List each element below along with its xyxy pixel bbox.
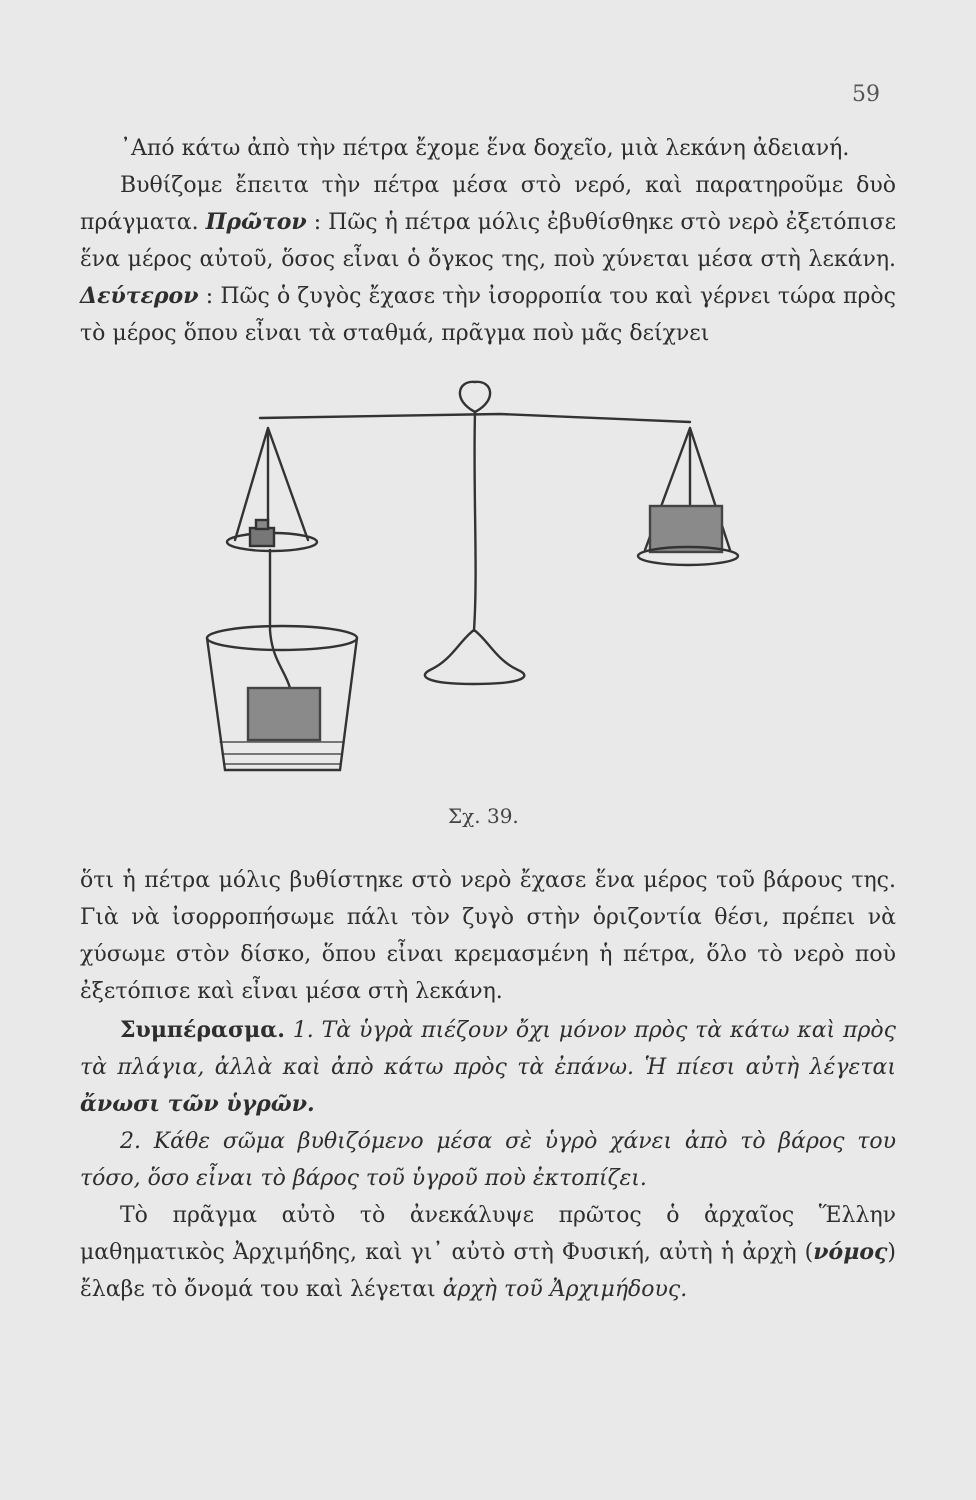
conclusion-point2: 2. Κάθε σῶμα βυθιζόμενο μέσα σὲ ὑγρὸ χάνει ἀπὸ τὸ βάρος του τόσο, ὅσο εἶναι τὸ βάρος τοῦ ὑγροῦ ποὺ ἐκτοπίζει.: [80, 1129, 896, 1191]
page-number: 59: [852, 82, 880, 107]
final-text-end: ) ἔλαβε τὸ ὄνομά του καὶ λέγεται: [80, 1240, 896, 1302]
term-principle: ἀρχὴ τοῦ Ἀρχιμήδους.: [442, 1277, 688, 1302]
second-text: : Πῶς ὁ ζυγὸς ἔχασε τὴν ἰσορροπία του καὶ γέρνει τώρα πρὸς τὸ μέρος ὅπου εἶναι τὰ σταθμά, πρᾶγμα ποὺ μᾶς δείχνει: [80, 284, 896, 346]
final-text-start: Τὸ πρᾶγμα αὐτὸ τὸ ἀνεκάλυψε πρῶτος ὁ ἀρχαῖος Ἕλλην μαθηματικὸς Ἀρχιμήδης, καὶ γι᾿ αὐτὸ στὴ Φυσική, αὐτὴ ἡ ἀρχὴ (: [80, 1203, 896, 1265]
conclusion-heading: Συμπέρασμα.: [120, 1017, 285, 1043]
weight-top: [256, 520, 268, 529]
first-label: Πρῶτον: [205, 209, 307, 235]
weight: [250, 528, 274, 546]
term-anosi: ἄνωσι τῶν ὑγρῶν.: [80, 1091, 315, 1117]
point1-text: 1. Τὰ ὑγρὰ πιέζουν ὄχι μόνον πρὸς τὰ κάτω καὶ πρὸς τὰ πλάγια, ἀλλὰ καὶ ἀπὸ κάτω πρὸς τὰ ἐπάνω. Ἡ πίεσι αὐτὴ λέγεται: [80, 1018, 897, 1080]
paragraph-mid-text: ὅτι ἡ πέτρα μόλις βυθίστηκε στὸ νερὸ ἔχασε ἕνα μέρος τοῦ βάρους της. Γιὰ νὰ ἰσορροπήσωμε πάλι τὸν ζυγὸ στὴν ὁριζοντία θέσι, πρέπει νὰ χύσωμε στὸν δίσκο, ὅπου εἶναι κρεμασμένη ἡ πέτρα, ὅλο τὸ νερὸ ποὺ ἐξετόπισε καὶ εἶναι μέσα στὴ λεκάνη.: [80, 868, 896, 1004]
paragraph-top-line1: ᾿Από κάτω ἀπὸ τὴν πέτρα ἔχομε ἕνα δοχεῖο, μιὰ λεκάνη ἀδειανή.: [120, 136, 850, 161]
paragraph-top-body: [80, 167, 896, 352]
bucket-rim: [207, 626, 357, 650]
water-lines: [220, 742, 344, 764]
conclusion-section: [80, 1012, 896, 1308]
right-pan-load: [650, 506, 722, 552]
figure-caption: Σχ. 39.: [448, 804, 519, 828]
term-nomos: νόμος: [813, 1239, 888, 1265]
balance-scale-figure: [190, 370, 770, 800]
conclusion-point1: [80, 1012, 896, 1123]
submerged-stone: [248, 688, 320, 740]
conclusion-final: [80, 1197, 896, 1308]
first-text: : Πῶς ἡ πέτρα μόλις ἐβυθίσθηκε στὸ νερὸ ἐξετόπισε ἕνα μέρος αὐτοῦ, ὅσος εἶναι ὁ ὄγκος της, ποὺ χύνεται μέσα στὴ λεκάνη.: [80, 210, 897, 272]
scale-base: [425, 630, 524, 684]
scale-post: [474, 412, 476, 630]
hanging-wire: [270, 550, 290, 688]
second-label: Δεύτερον: [80, 283, 199, 309]
paragraph-mid: [80, 862, 896, 1010]
left-pan-strings: [235, 428, 308, 540]
paragraph-top: [80, 130, 896, 352]
observation-intro: Βυθίζομε ἔπειτα τὴν πέτρα μέσα στὸ νερό, καὶ παρατηροῦμε δυὸ πράγματα.: [80, 173, 896, 235]
scale-top-handle: [460, 382, 490, 412]
